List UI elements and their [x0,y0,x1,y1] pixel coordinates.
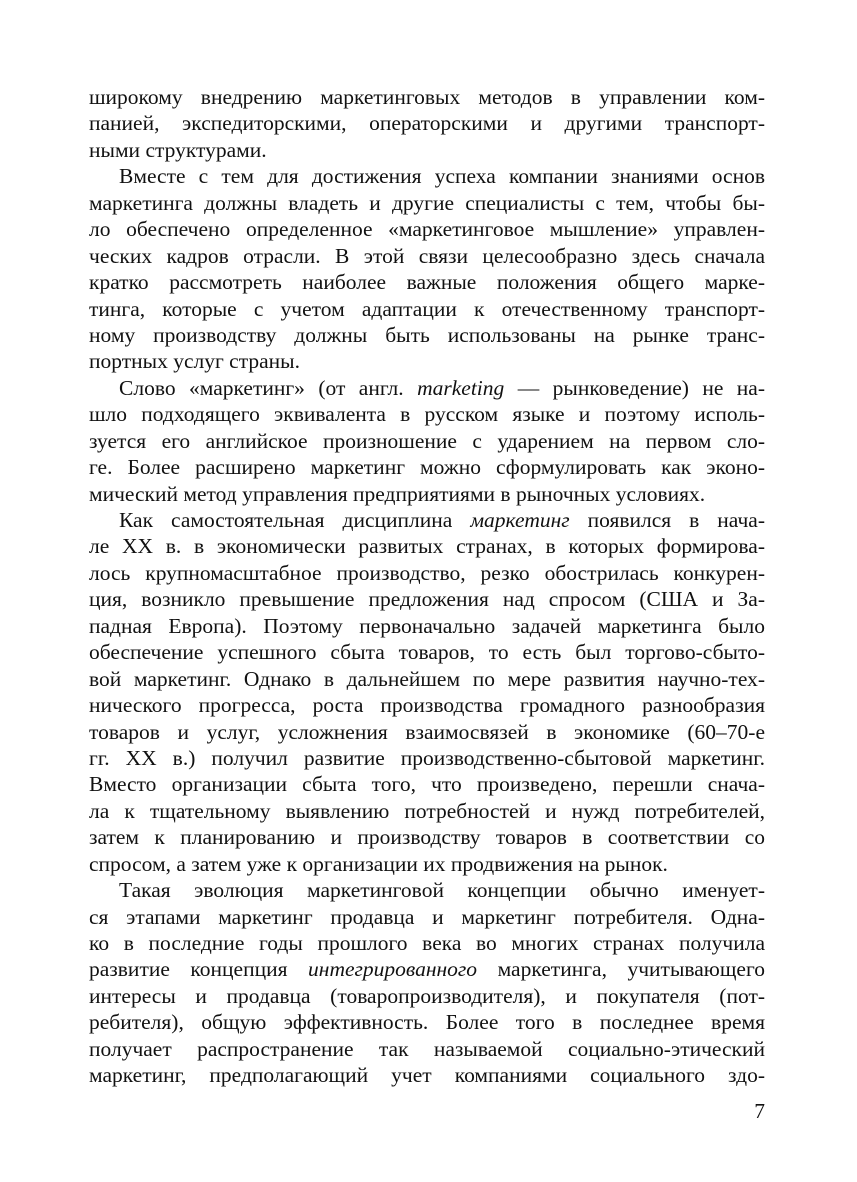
text-line: ному производству должны быть использованы на рынке транс- [89,322,765,347]
paragraph-first-line: Вместе с тем для достижения успеха компании знаниями основ [119,164,765,189]
text-line: вой маркетинг. Однако в дальнейшем по мере развития научно-тех- [89,666,765,691]
page-body [89,84,765,1089]
text-line: ге. Более расширено маркетинг можно сформулировать как эконо- [89,455,765,480]
text-line: ся этапами маркетинг продавца и маркетинг потребителя. Одна- [89,904,765,929]
paragraph-first-line [89,375,765,401]
text-line: панией, экспедиторскими, операторскими и другими транспорт- [89,111,765,136]
text-line: товаров и услуг, усложнения взаимосвязей в экономике (60–70-е [89,719,765,744]
text-line: падная Европа). Поэтому первоначально задачей маркетинга было [89,613,765,638]
emphasis: маркетинг [470,508,570,532]
text-run: развитие концепция [89,957,309,982]
text-line: тинга, которые с учетом адаптации к отечественному транспорт- [89,296,765,321]
text-line: мический метод управления предприятиями в рыночных условиях. [89,481,706,506]
text-line: кратко рассмотреть наиболее важные положения общего марке- [89,270,765,295]
text-line: маркетинга должны владеть и другие специалисты с тем, чтобы бы- [89,190,765,215]
text-run: маркетинга, учитывающего [477,957,765,982]
text-run: Слово «маркетинг» (от англ. [119,375,418,400]
text-line: ция, возникло превышение предложения над спросом (США и За- [89,587,765,612]
text-line: ными структурами. [89,137,267,162]
text-line: зуется его английское произношение с ударением на первом сло- [89,428,765,453]
text-line: ле XX в. в экономически развитых странах, в которых формирова- [89,534,765,559]
text-line: ребителя), общую эффективность. Более того в последнее время [89,1010,765,1035]
text-line: Вместо организации сбыта того, что произведено, перешли снача- [89,772,765,797]
text-line: маркетинг, предполагающий учет компаниями социального здо- [89,1063,765,1088]
page-number: 7 [754,1099,765,1123]
text-run: появился в нача- [569,508,765,532]
text-line: гг. XX в.) получил развитие производственно-сбытовой маркетинг. [89,745,765,770]
text-line: интересы и продавца (товаропроизводителя), и покупателя (пот- [89,983,765,1008]
text-line: лось крупномасштабное производство, резко обострилась конкурен- [89,560,765,585]
text-line: обеспечение успешного сбыта товаров, то есть был торгово-сбыто- [89,640,765,665]
text-run: — рынковедение) не на- [504,375,766,400]
text-run: Как самостоятельная дисциплина [119,508,471,532]
text-line: ла к тщательному выявлению потребностей и нужд потребителей, [89,798,765,823]
text-line: портных услуг страны. [89,349,300,374]
paragraph-first-line [89,507,765,533]
text-line: шло подходящего эквивалента в русском языке и поэтому исполь- [89,402,765,427]
text-line [89,956,765,982]
emphasis: интегрированного [308,957,478,982]
text-line: нического прогресса, роста производства громадного разнообразия [89,693,765,718]
text-line: получает распространение так называемой социально-этический [89,1036,765,1061]
emphasis: marketing [417,375,505,400]
text-line: широкому внедрению маркетинговых методов в управлении ком- [89,85,765,109]
text-line: затем к планированию и производству товаров в соответствии со [89,825,765,850]
paragraph-first-line: Такая эволюция маркетинговой концепции обычно именует- [119,878,765,903]
text-line: спросом, а затем уже к организации их продвижения на рынок. [89,851,668,876]
text-line: ко в последние годы прошлого века во многих странах получила [89,931,765,955]
text-line: ческих кадров отрасли. В этой связи целесообразно здесь сначала [89,243,765,268]
text-line: ло обеспечено определенное «маркетинговое мышление» управлен- [89,217,765,242]
